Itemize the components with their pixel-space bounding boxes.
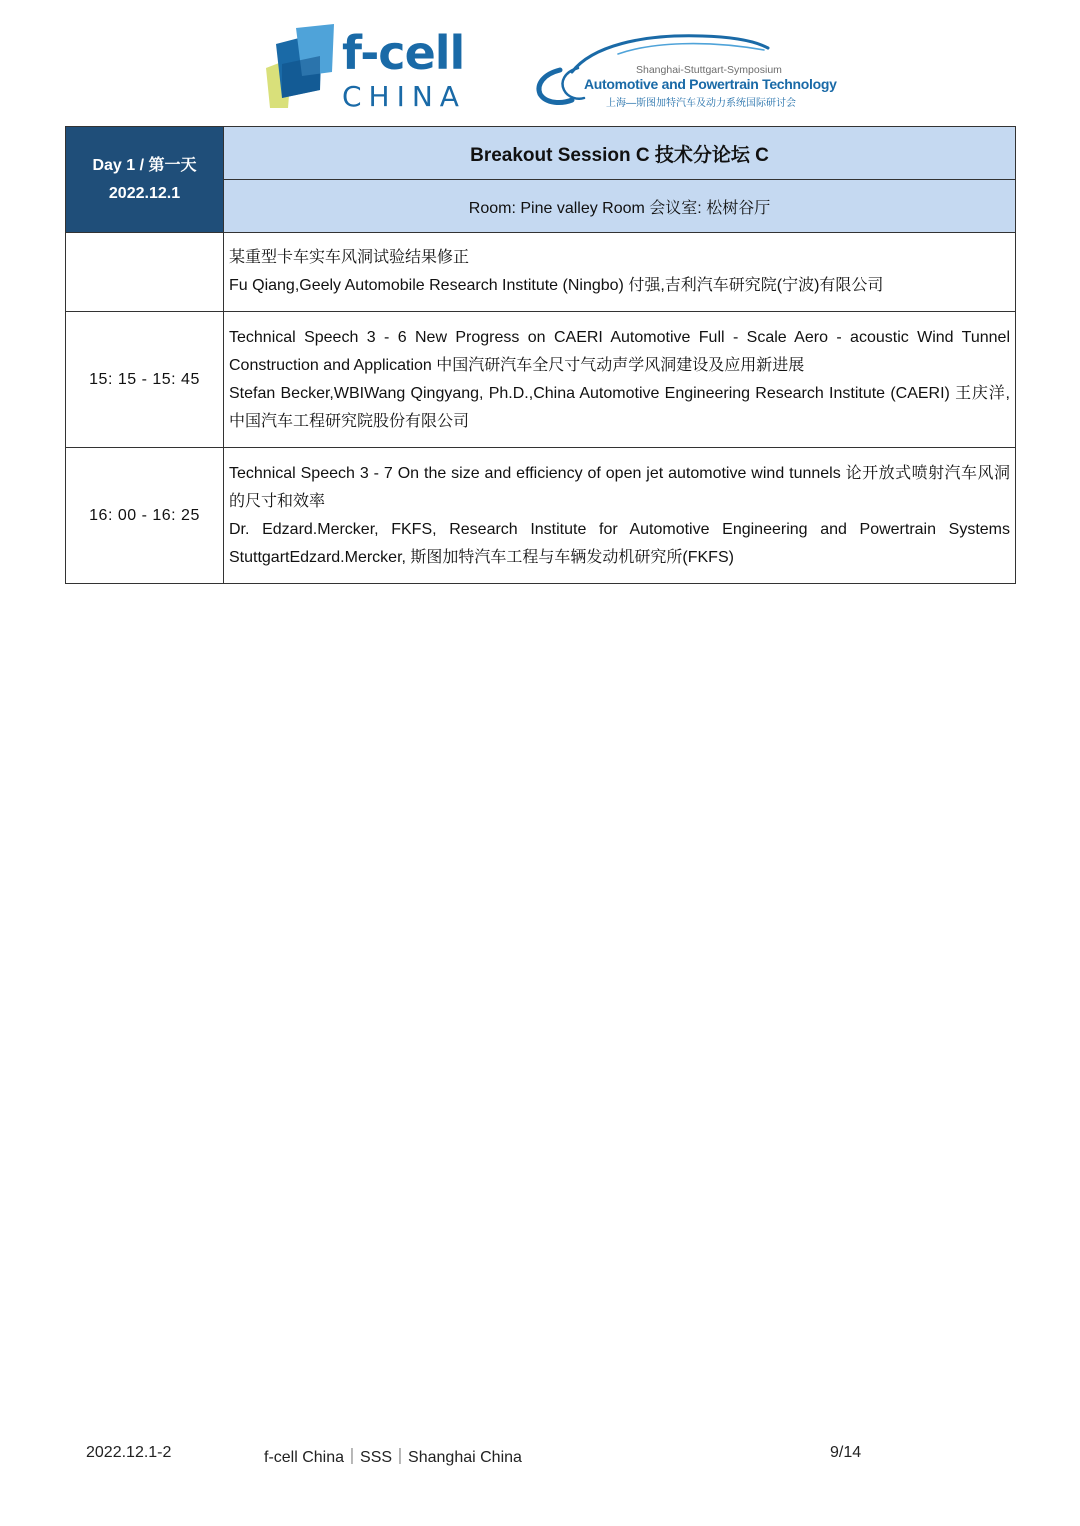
time-cell [66, 233, 224, 312]
sss-logo-line1: Shanghai-Stuttgart-Symposium [636, 64, 782, 76]
talk-speaker: Fu Qiang,Geely Automobile Research Institute (Ningbo) 付强,吉利汽车研究院(宁波)有限公司 [229, 277, 884, 294]
footer-center: f-cell China｜SSS｜Shanghai China [264, 1449, 522, 1466]
talk-content [224, 312, 1016, 448]
talk-title: 某重型卡车实车风洞试验结果修正 [229, 249, 470, 266]
time-cell: 15: 15 - 15: 45 [66, 312, 224, 448]
talk-title: Technical Speech 3 - 6 New Progress on CAERI Automotive Full - Scale Aero - acoustic Wind Tunnel Construction and Application 中国汽研汽车全尺寸气动声学风洞建设及应用新进展 [229, 328, 1010, 374]
talk-content [224, 448, 1016, 584]
time-cell: 16: 00 - 16: 25 [66, 448, 224, 584]
table-row [66, 312, 1016, 448]
day-cell [66, 127, 224, 233]
table-row [66, 233, 1016, 312]
sss-logo-line2: Automotive and Powertrain Technology [584, 76, 837, 92]
talk-content [224, 233, 1016, 312]
fcell-logo-word: f-cell [342, 26, 465, 80]
table-row [66, 448, 1016, 584]
talk-title: Technical Speech 3 - 7 On the size and efficiency of open jet automotive wind tunnels 论开放式喷射汽车风洞的尺寸和效率 [229, 464, 1010, 510]
session-title: Breakout Session C 技术分论坛 C [224, 127, 1016, 180]
day-date: 2022.12.1 [108, 184, 181, 202]
sss-logo-line3: 上海—斯图加特汽车及动力系统国际研讨会 [606, 98, 796, 109]
fcell-logo-mark-icon [262, 24, 342, 110]
day-label: Day 1 / 第一天 [92, 156, 197, 174]
fcell-china-logo [262, 24, 472, 116]
fcell-logo-sub: CHINA [342, 80, 466, 113]
footer-date: 2022.12.1-2 [86, 1444, 172, 1461]
talk-speaker: Dr. Edzard.Mercker, FKFS, Research Institute for Automotive Engineering and Powertrain Systems StuttgartEdzard.Mercker, 斯图加特汽车工程与车辆发动机研究所(FKFS) [229, 520, 1010, 566]
session-header-row [66, 127, 1016, 180]
sss-logo [532, 28, 837, 112]
footer-page-number: 9/14 [830, 1444, 862, 1461]
talk-speaker: Stefan Becker,WBIWang Qingyang, Ph.D.,China Automotive Engineering Research Institute (CAERI) 王庆洋,中国汽车工程研究院股份有限公司 [229, 384, 1010, 430]
session-room: Room: Pine valley Room 会议室: 松树谷厅 [224, 180, 1016, 233]
agenda-table [65, 126, 1016, 584]
